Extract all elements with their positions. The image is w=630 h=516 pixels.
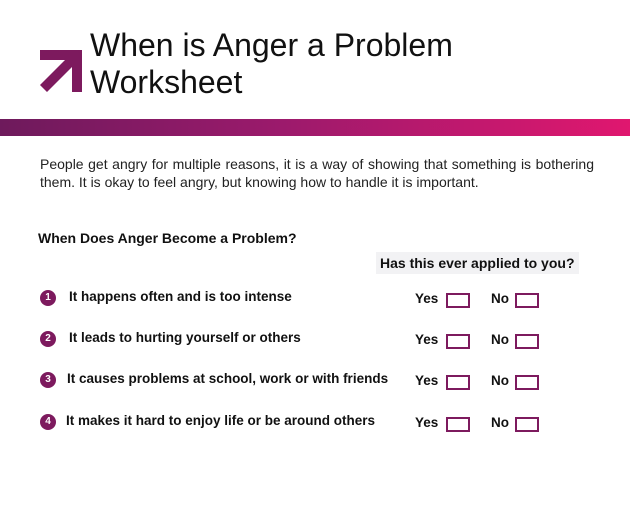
- item-number-badge: 2: [40, 331, 56, 347]
- no-checkbox[interactable]: [515, 293, 539, 308]
- no-checkbox[interactable]: [515, 375, 539, 390]
- arrow-up-right-icon: [36, 46, 86, 96]
- question-row: [0, 329, 630, 351]
- yes-label: Yes: [415, 332, 439, 347]
- no-label: No: [491, 373, 509, 388]
- header-gradient-bar: [0, 119, 630, 136]
- item-number-badge: 1: [40, 290, 56, 306]
- no-label: No: [491, 332, 509, 347]
- page-title-line-1: When is Anger a Problem: [90, 27, 453, 63]
- no-checkbox[interactable]: [515, 334, 539, 349]
- question-text: It leads to hurting yourself or others: [69, 330, 301, 345]
- yes-label: Yes: [415, 415, 439, 430]
- section-heading: When Does Anger Become a Problem?: [38, 230, 297, 246]
- question-row: [0, 370, 630, 392]
- question-text: It makes it hard to enjoy life or be around others: [66, 413, 376, 428]
- question-text: It happens often and is too intense: [69, 289, 292, 304]
- item-number-badge: 3: [40, 372, 56, 388]
- yes-checkbox[interactable]: [446, 417, 470, 432]
- question-row: [0, 412, 630, 434]
- yes-label: Yes: [415, 291, 439, 306]
- yes-checkbox[interactable]: [446, 334, 470, 349]
- page-title: [90, 27, 453, 101]
- question-prompt: Has this ever applied to you?: [376, 252, 579, 274]
- no-label: No: [491, 291, 509, 306]
- page-title-line-2: Worksheet: [90, 64, 243, 100]
- question-row: [0, 288, 630, 310]
- no-label: No: [491, 415, 509, 430]
- yes-checkbox[interactable]: [446, 375, 470, 390]
- item-number-badge: 4: [40, 414, 56, 430]
- question-text: It causes problems at school, work or with friends: [67, 371, 389, 386]
- yes-checkbox[interactable]: [446, 293, 470, 308]
- yes-label: Yes: [415, 373, 439, 388]
- intro-paragraph: People get angry for multiple reasons, it is a way of showing that something is bothering them. It is okay to feel angry, but knowing how to handle it is important.: [40, 156, 594, 190]
- no-checkbox[interactable]: [515, 417, 539, 432]
